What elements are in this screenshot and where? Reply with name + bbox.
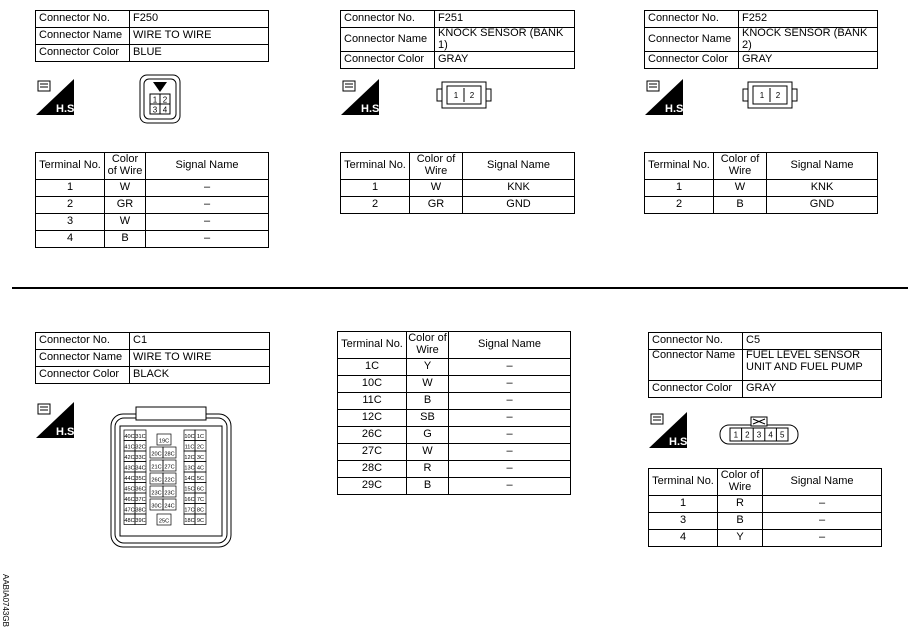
wire-color-header: Color of Wire: [718, 469, 763, 496]
terminal-no-header: Terminal No.: [341, 153, 410, 180]
signal-cell: –: [449, 359, 571, 376]
pin-label: 3: [756, 430, 762, 440]
hs-badge-icon: [341, 79, 383, 118]
pin-label: 32C: [135, 444, 146, 451]
pin-label: 1: [152, 95, 158, 105]
wire-color-header: Color of Wire: [410, 153, 463, 180]
pin-label: 44C: [124, 475, 135, 482]
connector-no-label: Connector No.: [36, 333, 130, 350]
signal-name-header: Signal Name: [463, 153, 575, 180]
table-row: [341, 197, 575, 214]
table-row: [338, 359, 571, 376]
table-row: [649, 530, 882, 547]
connector-color-label: Connector Color: [341, 52, 435, 69]
pin-label: 43C: [124, 465, 135, 472]
connector-no-label: Connector No.: [649, 333, 743, 350]
pin-label: 1C: [196, 433, 205, 440]
pin-label: 23C: [164, 490, 175, 497]
terminal-table-f252: [644, 152, 878, 214]
table-row: [338, 376, 571, 393]
hs-badge-icon: [36, 79, 78, 118]
table-row: [645, 180, 878, 197]
pin-label: 15C: [184, 486, 195, 493]
terminal-cell: 2: [36, 197, 105, 214]
connector-color-label: Connector Color: [36, 45, 130, 62]
pin-label: 5C: [196, 475, 205, 482]
pin-label: 6C: [196, 486, 205, 493]
pin-label: 5: [779, 430, 785, 440]
signal-cell: –: [449, 427, 571, 444]
table-row: [338, 427, 571, 444]
pin-label: 42C: [124, 454, 135, 461]
connector-name-label: Connector Name: [645, 28, 739, 52]
terminal-table-f250: [35, 152, 269, 248]
hs-badge-icon: [649, 412, 691, 451]
terminal-cell: 4: [649, 530, 718, 547]
hs-badge-text: H.S.: [361, 103, 383, 115]
connector-info-f250: [35, 10, 269, 62]
signal-name-header: Signal Name: [767, 153, 878, 180]
pin-label: 34C: [135, 465, 146, 472]
terminal-table-c1: [337, 331, 571, 495]
pin-label: 37C: [135, 496, 146, 503]
pin-label: 14C: [184, 475, 195, 482]
section-divider: [12, 287, 908, 289]
wire-cell: B: [105, 231, 146, 248]
pin-label: 41C: [124, 444, 135, 451]
pin-label: 9C: [196, 517, 205, 524]
connector-color-value: GRAY: [743, 381, 882, 398]
pin-label: 36C: [135, 486, 146, 493]
figure-code: AABIA0743GB: [1, 574, 10, 627]
wire-cell: GR: [410, 197, 463, 214]
connector-info-c5: [648, 332, 882, 398]
pin-label: 2: [162, 95, 168, 105]
pin-label: 35C: [135, 475, 146, 482]
pin-label: 12C: [184, 454, 195, 461]
signal-cell: –: [449, 393, 571, 410]
table-row: [649, 513, 882, 530]
connector-name-value: KNOCK SENSOR (BANK 2): [739, 28, 878, 52]
terminal-cell: 1: [341, 180, 410, 197]
wire-cell: W: [407, 376, 449, 393]
signal-cell: –: [449, 410, 571, 427]
table-row: [36, 231, 269, 248]
pin-label: 2: [775, 91, 781, 100]
wire-cell: W: [105, 180, 146, 197]
connector-info-f252: [644, 10, 878, 69]
connector-color-value: GRAY: [435, 52, 575, 69]
terminal-cell: 1: [36, 180, 105, 197]
pin-label: 21C: [151, 464, 162, 471]
hs-badge-icon: [36, 402, 78, 441]
signal-cell: –: [763, 496, 882, 513]
connector-no-value: F251: [435, 11, 575, 28]
wire-cell: G: [407, 427, 449, 444]
pin-label: 38C: [135, 507, 146, 514]
wire-cell: B: [407, 393, 449, 410]
pin-label: 2C: [196, 444, 205, 451]
signal-cell: –: [763, 513, 882, 530]
pin-label: 7C: [196, 496, 205, 503]
wire-cell: B: [407, 478, 449, 495]
pin-label: 1: [733, 430, 739, 440]
terminal-cell: 12C: [338, 410, 407, 427]
terminal-no-header: Terminal No.: [338, 332, 407, 359]
signal-cell: –: [449, 461, 571, 478]
wire-cell: B: [718, 513, 763, 530]
terminal-cell: 27C: [338, 444, 407, 461]
connector-face-c5: [719, 416, 799, 449]
wire-color-header: Color of Wire: [105, 153, 146, 180]
pin-label: 20C: [151, 451, 162, 458]
pin-label: 4: [768, 430, 773, 440]
hs-badge-text: H.S.: [665, 103, 687, 115]
pin-label: 1: [759, 91, 765, 100]
connector-no-label: Connector No.: [341, 11, 435, 28]
pin-label: 27C: [164, 464, 175, 471]
wire-cell: Y: [407, 359, 449, 376]
wire-cell: W: [105, 214, 146, 231]
pin-label: 1: [453, 91, 459, 100]
pin-label: 23C: [151, 490, 162, 497]
pin-label: 25C: [158, 518, 170, 525]
signal-cell: KNK: [767, 180, 878, 197]
wire-cell: W: [410, 180, 463, 197]
terminal-table-f251: [340, 152, 575, 214]
pin-label: 3C: [196, 454, 205, 461]
terminal-cell: 4: [36, 231, 105, 248]
connector-no-value: C5: [743, 333, 882, 350]
pin-label: 19C: [158, 438, 170, 445]
table-row: [338, 461, 571, 478]
table-row: [36, 197, 269, 214]
connector-info-c1: [35, 332, 270, 384]
connector-color-label: Connector Color: [649, 381, 743, 398]
signal-name-header: Signal Name: [146, 153, 269, 180]
connector-face-f252: [742, 81, 798, 112]
signal-cell: –: [146, 231, 269, 248]
signal-cell: –: [146, 214, 269, 231]
connector-color-value: BLACK: [130, 367, 270, 384]
table-row: [341, 180, 575, 197]
connector-name-label: Connector Name: [649, 350, 743, 381]
wire-cell: GR: [105, 197, 146, 214]
pin-label: 2: [469, 91, 475, 100]
pin-label: 3: [152, 105, 158, 115]
terminal-table-c5: [648, 468, 882, 547]
terminal-no-header: Terminal No.: [36, 153, 105, 180]
pin-label: 40C: [124, 433, 135, 440]
pin-label: 30C: [151, 503, 162, 510]
terminal-cell: 2: [645, 197, 714, 214]
signal-cell: –: [146, 197, 269, 214]
wire-cell: B: [714, 197, 767, 214]
connector-face-f250: [139, 74, 181, 127]
connector-face-f251: [436, 81, 492, 112]
pin-label: 24C: [164, 503, 175, 510]
pin-label: 16C: [184, 496, 195, 503]
connector-color-value: GRAY: [739, 52, 878, 69]
table-row: [338, 393, 571, 410]
signal-cell: –: [449, 444, 571, 461]
pin-label: 4: [162, 105, 168, 115]
hs-badge-text: H.S.: [669, 436, 691, 448]
connector-name-label: Connector Name: [36, 28, 130, 45]
hs-badge-text: H.S.: [56, 103, 78, 115]
signal-name-header: Signal Name: [449, 332, 571, 359]
table-row: [645, 197, 878, 214]
pin-label: 10C: [184, 433, 195, 440]
terminal-cell: 11C: [338, 393, 407, 410]
connector-no-value: F250: [130, 11, 269, 28]
terminal-no-header: Terminal No.: [649, 469, 718, 496]
pin-label: 48C: [124, 517, 135, 524]
signal-cell: GND: [463, 197, 575, 214]
connector-no-label: Connector No.: [36, 11, 130, 28]
terminal-cell: 1: [645, 180, 714, 197]
table-row: [338, 444, 571, 461]
pin-label: 2: [745, 430, 750, 440]
pin-label: 22C: [164, 477, 175, 484]
signal-cell: –: [146, 180, 269, 197]
terminal-no-header: Terminal No.: [645, 153, 714, 180]
connector-no-value: F252: [739, 11, 878, 28]
terminal-cell: 3: [36, 214, 105, 231]
pin-label: 33C: [135, 454, 146, 461]
wire-cell: W: [714, 180, 767, 197]
signal-cell: KNK: [463, 180, 575, 197]
pin-label: 47C: [124, 507, 135, 514]
terminal-cell: 29C: [338, 478, 407, 495]
pin-label: 8C: [196, 507, 205, 514]
connector-name-label: Connector Name: [341, 28, 435, 52]
pin-label: 45C: [124, 486, 135, 493]
connector-no-value: C1: [130, 333, 270, 350]
pin-label: 4C: [196, 465, 205, 472]
pin-label: 17C: [184, 507, 195, 514]
pin-label: 39C: [135, 517, 146, 524]
wire-color-header: Color of Wire: [407, 332, 449, 359]
terminal-cell: 28C: [338, 461, 407, 478]
connector-name-value: KNOCK SENSOR (BANK 1): [435, 28, 575, 52]
pin-label: 11C: [184, 444, 195, 451]
terminal-cell: 26C: [338, 427, 407, 444]
terminal-cell: 1: [649, 496, 718, 513]
wire-cell: W: [407, 444, 449, 461]
terminal-cell: 3: [649, 513, 718, 530]
pin-label: 18C: [184, 517, 195, 524]
terminal-cell: 10C: [338, 376, 407, 393]
table-row: [649, 496, 882, 513]
table-row: [338, 410, 571, 427]
connector-name-value: FUEL LEVEL SENSOR UNIT AND FUEL PUMP: [743, 350, 882, 381]
wire-cell: Y: [718, 530, 763, 547]
pin-label: 31C: [135, 433, 146, 440]
pin-label: 46C: [124, 496, 135, 503]
hs-badge-text: H.S.: [56, 426, 78, 438]
pin-label: 26C: [151, 477, 162, 484]
connector-face-c1: [110, 406, 232, 551]
connector-color-label: Connector Color: [645, 52, 739, 69]
signal-cell: –: [763, 530, 882, 547]
table-row: [338, 478, 571, 495]
connector-name-value: WIRE TO WIRE: [130, 28, 269, 45]
hs-badge-icon: [645, 79, 687, 118]
signal-cell: –: [449, 376, 571, 393]
wire-cell: R: [407, 461, 449, 478]
wire-cell: R: [718, 496, 763, 513]
terminal-cell: 2: [341, 197, 410, 214]
signal-name-header: Signal Name: [763, 469, 882, 496]
pin-label: 13C: [184, 465, 195, 472]
table-row: [36, 180, 269, 197]
terminal-cell: 1C: [338, 359, 407, 376]
connector-name-label: Connector Name: [36, 350, 130, 367]
connector-color-label: Connector Color: [36, 367, 130, 384]
signal-cell: –: [449, 478, 571, 495]
connector-color-value: BLUE: [130, 45, 269, 62]
connector-name-value: WIRE TO WIRE: [130, 350, 270, 367]
signal-cell: GND: [767, 197, 878, 214]
pin-label: 28C: [164, 451, 175, 458]
wire-cell: SB: [407, 410, 449, 427]
table-row: [36, 214, 269, 231]
connector-no-label: Connector No.: [645, 11, 739, 28]
wire-color-header: Color of Wire: [714, 153, 767, 180]
connector-info-f251: [340, 10, 575, 69]
